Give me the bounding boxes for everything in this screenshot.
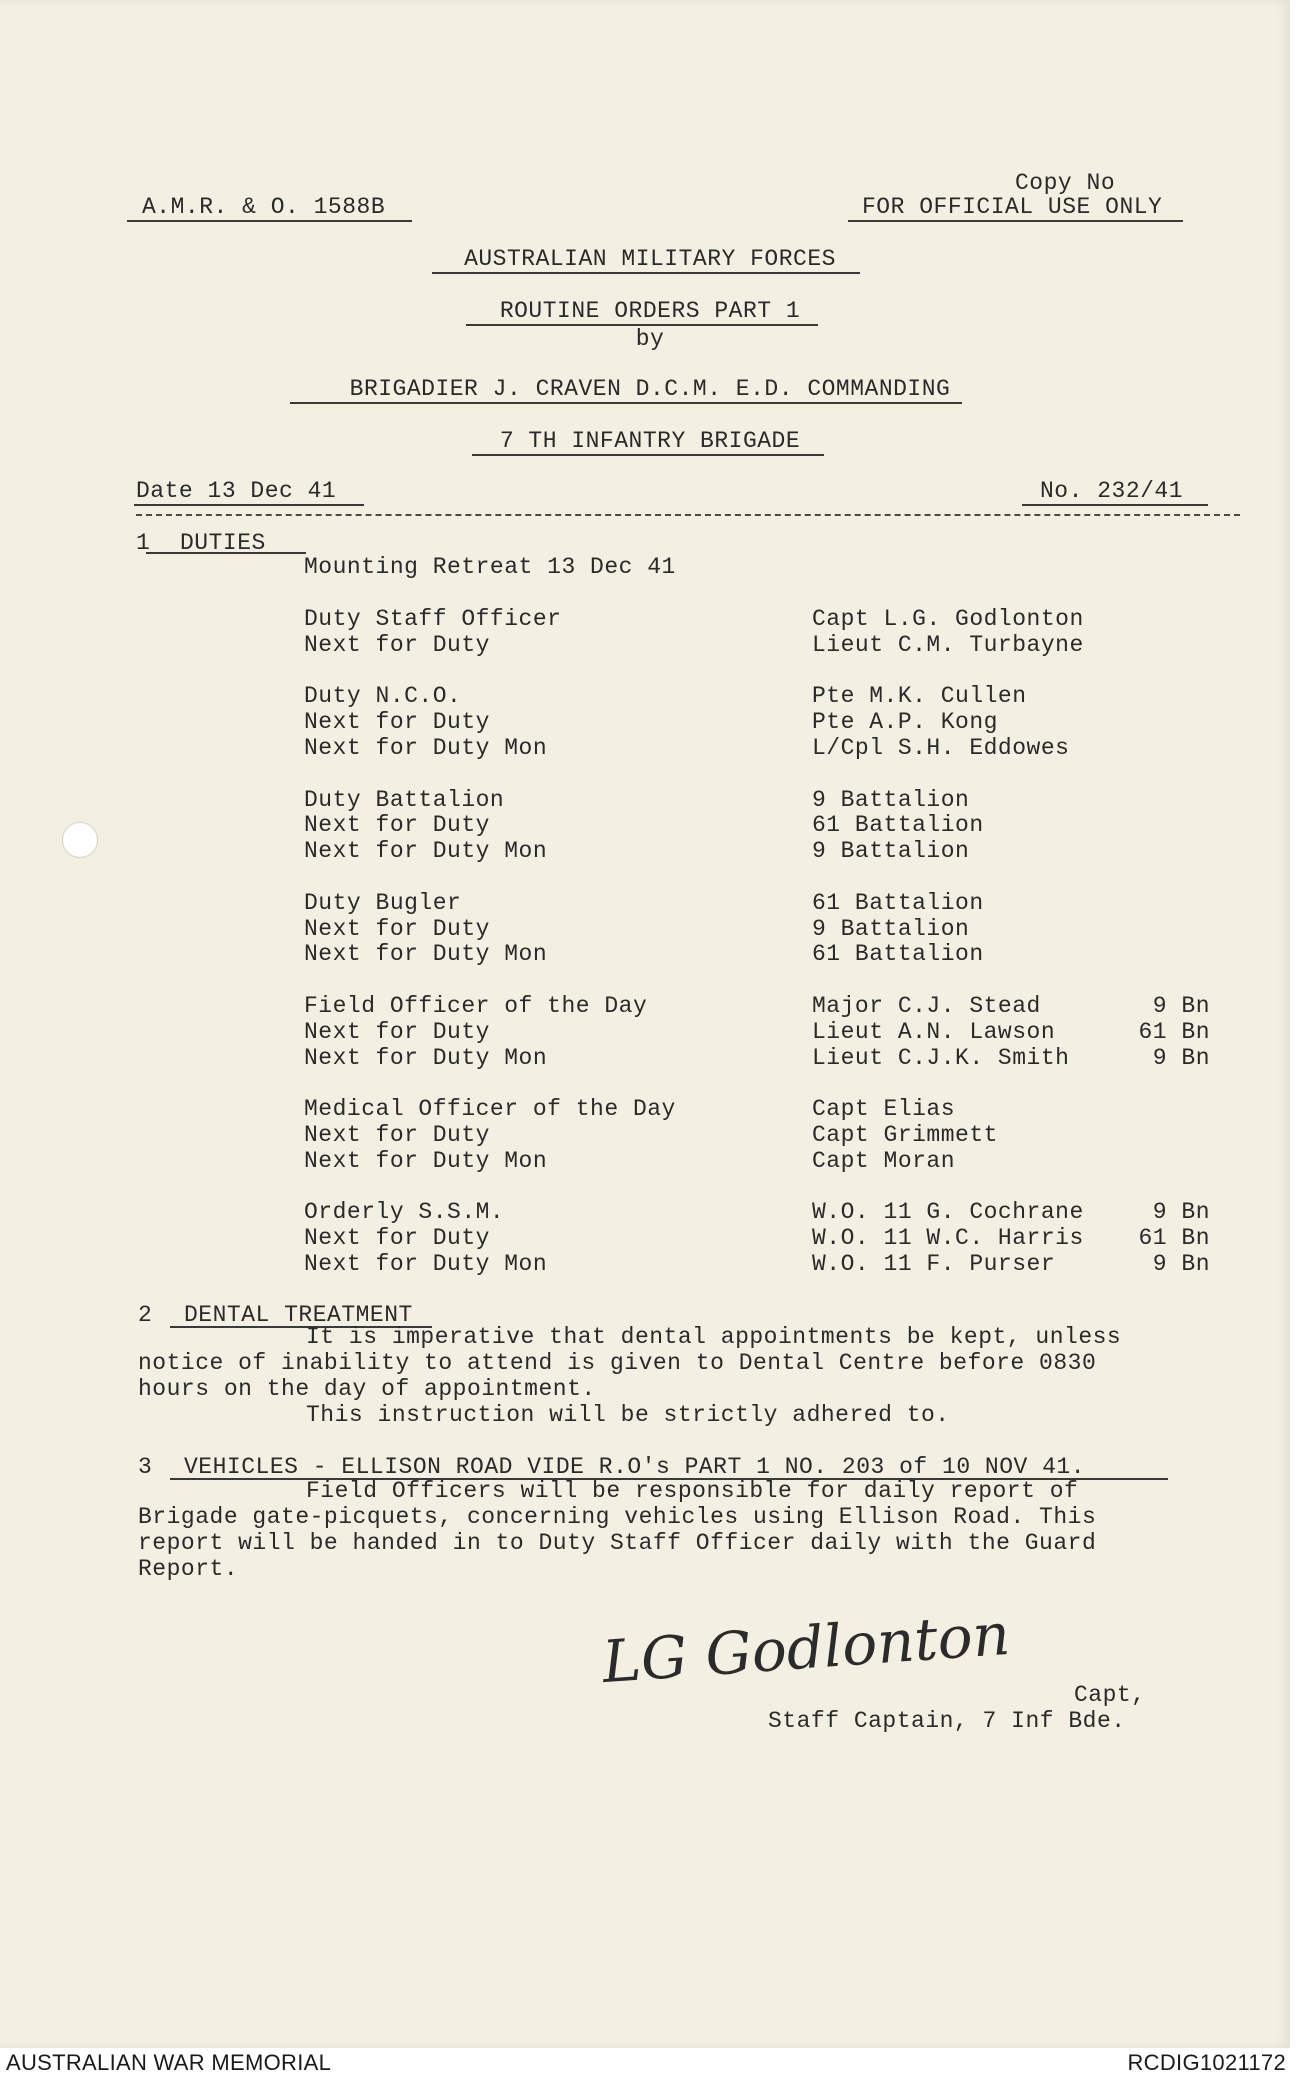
duty-assignee: W.O. 11 F. Purser	[812, 1251, 1056, 1277]
signature-rank: Capt,	[1074, 1682, 1146, 1708]
duty-role: Next for Duty Mon	[304, 1044, 548, 1071]
duty-unit: 61 Bn	[1138, 1225, 1210, 1252]
duty-role: Next for Duty	[304, 709, 490, 736]
duty-assignee: 9 Battalion	[812, 915, 970, 942]
duty-assignee: 9 Battalion	[812, 838, 970, 865]
duty-assignee: Capt Moran	[812, 1147, 956, 1174]
punch-hole	[62, 822, 98, 858]
duty-role: Next for Duty Mon	[304, 838, 548, 865]
duty-role: Medical Officer of the Day	[304, 1096, 676, 1123]
duty-role: Duty Staff Officer	[304, 606, 562, 632]
divider	[1022, 504, 1208, 506]
section-number: 2	[138, 1302, 153, 1328]
footer-archive-name: AUSTRALIAN WAR MEMORIAL	[6, 2050, 332, 2075]
duty-assignee: Capt Grimmett	[812, 1122, 998, 1148]
dental-line: This instruction will be strictly adhered to.	[306, 1402, 950, 1428]
duty-role: Field Officer of the Day	[304, 993, 648, 1019]
duty-assignee: Pte A.P. Kong	[812, 709, 998, 736]
duty-unit: 9 Bn	[1152, 1251, 1210, 1277]
section-separator	[136, 514, 1240, 516]
duty-unit: 9 Bn	[1152, 993, 1210, 1019]
duty-assignee: Pte M.K. Cullen	[812, 683, 1027, 710]
duty-assignee: W.O. 11 W.C. Harris	[812, 1225, 1084, 1252]
duty-assignee: Lieut C.J.K. Smith	[812, 1044, 1070, 1071]
duty-unit: 9 Bn	[1152, 1044, 1210, 1071]
vehicles-line: Report.	[138, 1556, 239, 1582]
title-forces: AUSTRALIAN MILITARY FORCES	[464, 246, 836, 272]
footer-record-id: RCDIG1021172	[1127, 2050, 1286, 2075]
copy-number: Copy No	[1015, 170, 1116, 196]
divider	[146, 552, 306, 554]
divider	[127, 220, 412, 222]
divider	[134, 504, 364, 506]
order-date: Date 13 Dec 41	[136, 478, 337, 504]
duty-unit: 9 Bn	[1152, 1199, 1210, 1226]
duty-assignee: Capt L.G. Godlonton	[812, 606, 1084, 632]
handwritten-signature: LG Godlonton	[600, 1599, 1012, 1697]
divider	[848, 220, 1183, 222]
mounting-line: Mounting Retreat 13 Dec 41	[304, 554, 676, 580]
duty-role: Next for Duty	[304, 1122, 490, 1148]
duty-role: Orderly S.S.M.	[304, 1199, 505, 1226]
duty-assignee: 61 Battalion	[812, 941, 984, 968]
duty-assignee: 9 Battalion	[812, 786, 970, 813]
dental-line: hours on the day of appointment.	[138, 1376, 596, 1402]
order-number: No. 232/41	[1040, 478, 1184, 504]
dental-line: notice of inability to attend is given to Dental Centre before 0830	[138, 1350, 1097, 1376]
vehicles-line: Brigade gate-picquets, concerning vehicles using Ellison Road. This	[138, 1504, 1097, 1530]
section-heading-duties: DUTIES	[180, 530, 266, 556]
duty-assignee: L/Cpl S.H. Eddowes	[812, 735, 1070, 761]
duty-assignee: W.O. 11 G. Cochrane	[812, 1199, 1084, 1226]
duty-unit: 61 Bn	[1138, 1018, 1210, 1045]
duty-assignee: 61 Battalion	[812, 889, 984, 916]
section-number: 1	[136, 530, 151, 556]
title-by: by	[635, 326, 665, 352]
duty-role: Next for Duty Mon	[304, 735, 548, 761]
duty-role: Next for Duty Mon	[304, 941, 548, 968]
duty-role: Next for Duty Mon	[304, 1251, 548, 1277]
duty-role: Next for Duty	[304, 1225, 490, 1252]
duty-role: Next for Duty	[304, 812, 490, 839]
duty-assignee: 61 Battalion	[812, 812, 984, 839]
duty-assignee: Major C.J. Stead	[812, 993, 1041, 1019]
duty-assignee: Lieut C.M. Turbayne	[812, 631, 1084, 658]
divider	[432, 272, 860, 274]
duty-role: Next for Duty	[304, 631, 490, 658]
vehicles-line: report will be handed in to Duty Staff Officer daily with the Guard	[138, 1530, 1097, 1556]
duty-role: Duty Bugler	[304, 889, 462, 916]
signature-title: Staff Captain, 7 Inf Bde.	[768, 1708, 1126, 1734]
official-use-label: FOR OFFICIAL USE ONLY	[862, 194, 1163, 220]
duty-role: Duty N.C.O.	[304, 683, 462, 710]
duty-assignee: Capt Elias	[812, 1096, 956, 1123]
divider	[290, 402, 962, 404]
duty-role: Next for Duty Mon	[304, 1147, 548, 1174]
title-routine-orders: ROUTINE ORDERS PART 1	[499, 298, 801, 324]
duty-role: Next for Duty	[304, 1018, 490, 1045]
duty-role: Next for Duty	[304, 915, 490, 942]
title-brigade: 7 TH INFANTRY BRIGADE	[499, 428, 801, 454]
section-heading-vehicles: VEHICLES - ELLISON ROAD VIDE R.O's PART 1 NO. 203 of 10 NOV 41.	[184, 1454, 1086, 1480]
duty-role: Duty Battalion	[304, 786, 505, 813]
duty-assignee: Lieut A.N. Lawson	[812, 1018, 1056, 1045]
section-number: 3	[138, 1454, 153, 1480]
vehicles-line: Field Officers will be responsible for daily report of	[306, 1478, 1079, 1504]
order-reference: A.M.R. & O. 1588B	[142, 194, 386, 220]
divider	[472, 454, 824, 456]
dental-line: It is imperative that dental appointments be kept, unless	[306, 1324, 1122, 1350]
section-heading-dental: DENTAL TREATMENT	[184, 1302, 413, 1328]
title-commander: BRIGADIER J. CRAVEN D.C.M. E.D. COMMANDING	[349, 376, 951, 402]
